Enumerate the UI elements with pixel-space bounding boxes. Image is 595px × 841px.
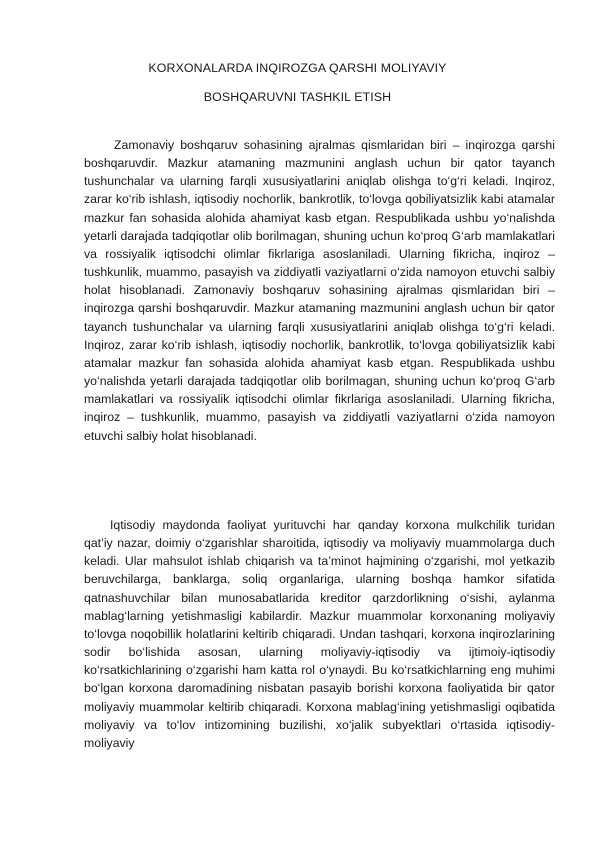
paragraph-2: Iqtisodiy maydonda faoliyat yurituvchi har qanday korxona mulkchilik turidan qat’iy nazar, doimiy o‘zgarishlar sharoitida, iqtisodiy va moliyaviy muammolarga duch keladi. Ular mahsulot ishlab chiqarish va ta’minot hajmining o‘zgarishi, mol yetkazib beruvchilarga, banklarga, soliq organlariga, ularning boshqa hamkor sifatida qatnashuvchilar bilan munosabatlarida kreditor qarzdorlikning o‘sishi, aylanma mablag‘larning yetishmasligi kabilardir. Mazkur muammolar korxonaning moliyaviy to‘lovga noqobillik holatlarini keltirib chiqaradi. Undan tashqari, korxona inqirozlarining sodir bo‘lishida asosan, ularning moliyaviy-iqtisodiy va ijtimoiy-iqtisodiy ko‘rsatkichlarining o‘zgarishi ham katta rol o‘ynaydi. Bu ko‘rsatkichlarning eng muhimi bo‘lgan korxona daromadining nisbatan pasayib borishi korxona faoliyatida bir qator moliyaviy muammolar keltirib chiqaradi. Korxona mablag‘ining yetishmasligi oqibatida moliyaviy va to‘lov intizomining buzilishi, xo‘jalik subyektlari o‘rtasida iqtisodiy-moliyaviy (84, 518, 555, 750)
document-title-line-2: BOSHQARUVNI TASHKIL ETISH (203, 90, 392, 104)
document-title-line-1: KORXONALARDA INQIROZGA QARSHI MOLIYAVIY (148, 61, 447, 75)
paragraph-1: Zamonaviy boshqaruv sohasining ajralmas qismlaridan biri – inqirozga qarshi boshqaruvdir. Mazkur atamaning mazmunini anglash uchun bir qator tayanch tushunchalar va ularning farqli xususiyatlarini aniqlab olishga to‘g‘ri keladi. Inqiroz, zarar ko‘rib ishlash, iqtisodiy nochorlik, bankrotlik, to‘lovga qobiliyatsizlik kabi atamalar mazkur fan sohasida alohida ahamiyat kasb etgan. Respublikada ushbu yo‘nalishda yetarli darajada tadqiqotlar olib borilmagan, shuning uchun ko‘proq G‘arb mamlakatlari va rossiyalik iqtisodchi olimlar fikrlariga asoslaniladi. Ularning fikricha, inqiroz – tushkunlik, muammo, pasayish va ziddiyatli vaziyatlarni o‘zida namoyon etuvchi salbiy holat hisoblanadi. Zamonaviy boshqaruv sohasining ajralmas qismlaridan biri – inqirozga qarshi boshqaruvdir. Mazkur atamaning mazmunini anglash uchun bir qator tayanch tushunchalar va ularning farqli xususiyatlarini aniqlab olishga to‘g‘ri keladi. Inqiroz, zarar ko‘rib ishlash, iqtisodiy nochorlik, bankrotlik, to‘lovga qobiliyatsizlik kabi atamalar mazkur fan sohasida alohida ahamiyat kasb etgan. Respublikada ushbu yo‘nalishda yetarli darajada tadqiqotlar olib borilmagan, shuning uchun ko‘proq G‘arb mamlakatlari va rossiyalik iqtisodchi olimlar fikrlariga asoslaniladi. Ularning fikricha, inqiroz – tushkunlik, muammo, pasayish va ziddiyatli vaziyatlarni o‘zida namoyon etuvchi salbiy holat hisoblanadi. (84, 138, 555, 443)
